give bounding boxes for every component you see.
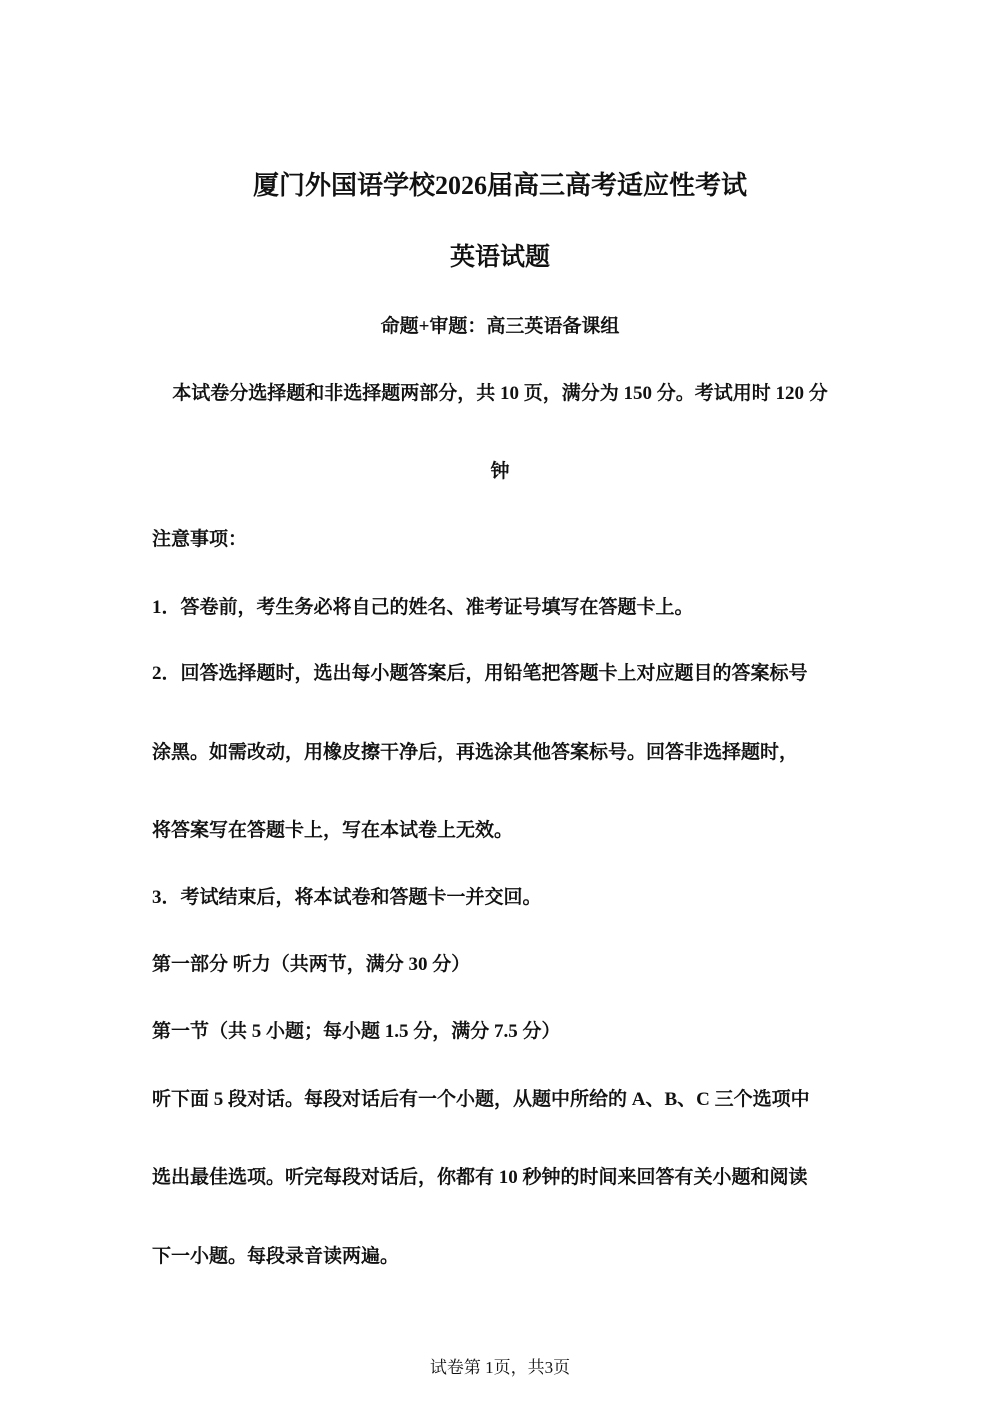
notice-item-2-line-2: 涂黑。如需改动，用橡皮擦干净后，再选涂其他答案标号。回答非选择题时， — [152, 742, 799, 763]
notice-item-2-line-1: 2．回答选择题时，选出每小题答案后，用铅笔把答题卡上对应题目的答案标号 — [152, 663, 808, 684]
intro-line-1: 本试卷分选择题和非选择题两部分，共 10 页，满分为 150 分。考试用时 120 分 — [172, 383, 828, 404]
page-footer: 试卷第 1页，共3页 — [429, 1358, 571, 1377]
exam-title: 厦门外国语学校2026届高三高考适应性考试 — [252, 171, 747, 200]
instructions-line-3: 下一小题。每段录音读两遍。 — [152, 1246, 400, 1267]
exam-subtitle: 英语试题 — [449, 244, 550, 271]
part1-heading: 第一部分 听力（共两节，满分 30 分） — [152, 954, 471, 975]
notice-item-1: 1．答卷前，考生务必将自己的姓名、准考证号填写在答题卡上。 — [152, 597, 694, 618]
notice-heading: 注意事项： — [152, 529, 248, 550]
exam-authors: 命题+审题：高三英语备课组 — [380, 316, 620, 337]
instructions-line-2: 选出最佳选项。听完每段对话后，你都有 10 秒钟的时间来回答有关小题和阅读 — [152, 1167, 808, 1188]
instructions-line-1: 听下面 5 段对话。每段对话后有一个小题，从题中所给的 A、B、C 三个选项中 — [152, 1089, 810, 1110]
section1-heading: 第一节（共 5 小题；每小题 1.5 分，满分 7.5 分） — [152, 1021, 561, 1042]
notice-item-3: 3．考试结束后，将本试卷和答题卡一并交回。 — [152, 887, 542, 908]
notice-item-2-line-3: 将答案写在答题卡上，写在本试卷上无效。 — [152, 820, 514, 841]
intro-line-2: 钟 — [490, 461, 510, 482]
